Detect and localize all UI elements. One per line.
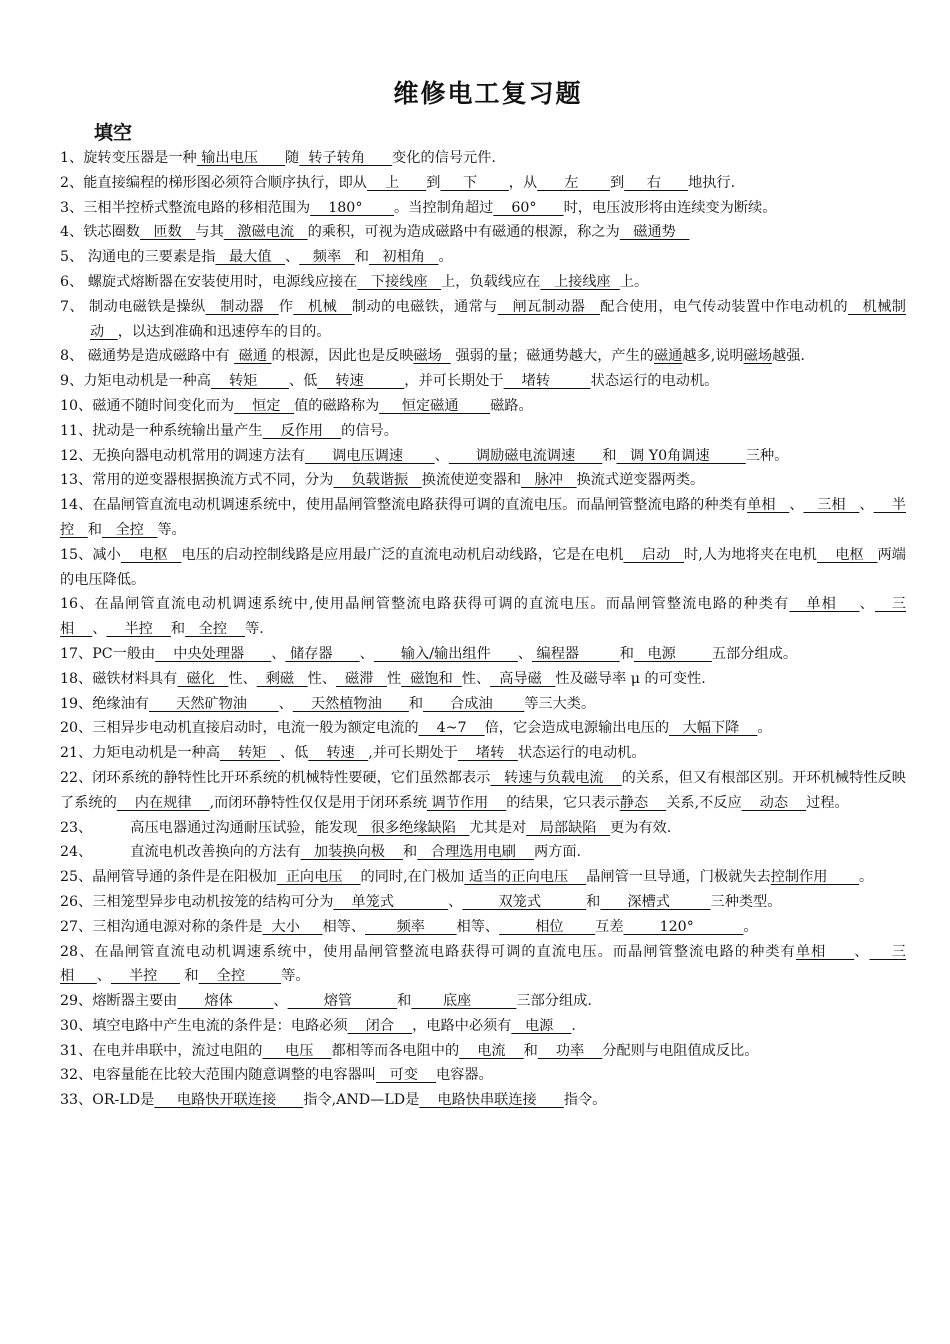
question-text: 。当控制角超过	[394, 199, 494, 216]
question-item	[60, 1088, 906, 1113]
question-item	[60, 444, 906, 469]
question-text: 时，电压波形将由连续变为断续。	[563, 199, 777, 216]
question-text: 状态运行的电动机。	[590, 373, 719, 390]
answer-blank: 内在规律	[116, 794, 210, 811]
answer-blank: 调节作用	[426, 794, 507, 811]
question-text: 和	[354, 249, 369, 266]
question-text: 制动的电磁铁，通常与	[351, 298, 498, 315]
question-text: 越强.	[772, 348, 805, 365]
question-text: 晶闸管一旦导通，门极就失去	[586, 869, 771, 886]
question-text: 1、旋转变压器是一种	[60, 150, 197, 166]
question-text: 互差	[595, 918, 624, 935]
question-text: 三种类型。	[710, 893, 782, 910]
question-item	[60, 245, 906, 270]
answer-blank: 负载谐振	[333, 472, 422, 489]
question-text: 。	[438, 249, 453, 266]
question-text: 相等、	[322, 918, 366, 935]
answer-blank: 全控	[185, 621, 246, 638]
answer-blank: 合成油	[423, 695, 525, 712]
question-text: 尤其是对	[469, 819, 527, 836]
question-text: 、	[789, 497, 804, 514]
question-item	[60, 890, 906, 915]
answer-blank: 最大值	[215, 249, 286, 266]
question-text: 、	[859, 497, 874, 514]
question-text: 换流式逆变器两类。	[576, 472, 705, 489]
question-text: 14、在晶闸管直流电动机调速系统中，使用晶闸管整流电路获得可调的直流电压。而晶闸管整流电路的种类有	[60, 497, 748, 514]
question-list	[60, 146, 906, 1113]
section-heading-fill-in: 填空	[94, 122, 133, 144]
question-item	[60, 171, 906, 196]
answer-blank: 加装换向极	[300, 844, 404, 861]
question-text: 和	[170, 621, 186, 638]
answer-blank: 调励磁电流调速	[448, 447, 603, 464]
question-text: 和	[87, 521, 102, 538]
question-item	[60, 766, 906, 816]
question-text: 、低	[288, 373, 318, 390]
question-text: 19、绝缘油有	[60, 695, 149, 712]
answer-blank: 闭合	[347, 1017, 413, 1034]
answer-blank: 高导磁	[490, 670, 556, 687]
question-text: 和	[179, 968, 199, 985]
answer-blank: 电压	[262, 1042, 332, 1059]
question-text: 地执行.	[688, 174, 736, 191]
question-text: 上。	[619, 273, 649, 290]
answer-blank: 储存器	[285, 645, 360, 662]
question-text: 6、 螺旋式熔断器在安装使用时，电源线应接在	[60, 273, 358, 290]
answer-blank: 频率	[365, 918, 457, 935]
answer-blank: 单相	[789, 596, 860, 613]
answer-blank: 转矩	[219, 745, 280, 762]
answer-blank: 转子转角	[299, 150, 393, 166]
question-text: 28、在晶闸管直流电动机调速系统中，使用晶闸管整流电路获得可调的直流电压。而晶闸管整流电路的种类有	[60, 943, 796, 960]
answer-blank: 堵转	[503, 373, 591, 390]
question-text: 、	[517, 645, 533, 662]
answer-blank: 磁场	[413, 348, 451, 365]
answer-blank: 磁通	[653, 348, 683, 365]
answer-blank: 磁化	[177, 670, 229, 687]
answer-blank: 输出电压	[196, 150, 286, 166]
question-text: 性、	[461, 670, 491, 687]
question-text: 越多,说明	[682, 348, 744, 365]
answer-blank: 左	[537, 174, 610, 191]
question-text: 三部分组成.	[516, 993, 592, 1010]
answer-blank: 电源	[511, 1017, 572, 1034]
question-text: 和	[397, 993, 412, 1010]
question-text: 、	[273, 993, 288, 1010]
question-text: 变化的信号元件.	[392, 150, 496, 166]
question-text: 、	[285, 249, 300, 266]
question-text: 和	[408, 695, 424, 712]
question-text: 强弱的量；磁通势越大，产生的	[450, 348, 654, 365]
question-text: 、	[278, 695, 293, 712]
question-text: 配合使用，电气传动装置中作电动机的	[600, 298, 848, 315]
question-text: 时,人为地将夹在电机	[684, 546, 817, 563]
answer-blank: 匝数	[139, 224, 196, 241]
question-text: .	[571, 1017, 576, 1034]
answer-blank: 熔体	[177, 993, 274, 1010]
answer-blank: 转矩	[210, 373, 289, 390]
answer-blank: 制动器	[205, 298, 279, 315]
question-text: 12、无换向器电动机常用的调速方法有	[60, 447, 306, 464]
question-text: 电容器。	[435, 1067, 493, 1084]
answer-blank: 磁通势	[619, 224, 690, 241]
question-text: 29、熔断器主要由	[60, 993, 178, 1010]
question-text: 性、	[307, 670, 337, 687]
question-text: 直流电机改善换向的方法有	[130, 844, 301, 861]
answer-blank: 磁通	[234, 348, 272, 365]
question-text: ,并可长期处于	[368, 745, 458, 762]
answer-blank: 控制作用	[770, 869, 859, 886]
answer-blank: 恒定	[234, 397, 295, 414]
question-item	[60, 419, 906, 444]
answer-blank: 反作用	[262, 422, 342, 439]
question-text: 、	[359, 645, 374, 662]
answer-blank: 深槽式	[600, 893, 711, 910]
question-item	[60, 1014, 906, 1039]
question-text: 等.	[245, 621, 264, 638]
question-text: 两端的电压降低。	[60, 546, 906, 588]
question-item	[60, 394, 906, 419]
answer-blank: 电枢	[816, 546, 878, 563]
question-text: 30、填空电路中产生电流的条件是：电路必须	[60, 1017, 348, 1034]
question-item	[60, 369, 906, 394]
question-text: 2、能直接编程的梯形图必须符合顺序执行，即从	[60, 174, 367, 191]
question-text: 、	[859, 596, 875, 613]
question-text: 相等、	[456, 918, 500, 935]
question-item	[60, 989, 906, 1014]
answer-blank: 60°	[493, 199, 564, 216]
question-text: 性、	[228, 670, 257, 687]
answer-blank: 频率	[299, 249, 355, 266]
question-text: 等。	[157, 521, 186, 538]
answer-blank: 底座	[411, 993, 517, 1010]
answer-blank: 合理选用电刷	[417, 844, 534, 861]
question-item	[60, 816, 906, 841]
question-text: 作	[278, 298, 294, 315]
question-text: 的结果，它只表示	[506, 794, 620, 811]
answer-blank: 启动	[623, 546, 685, 563]
question-item	[60, 940, 906, 990]
question-text: 22、闭环系统的静特性比开环系统的机械特性要硬，它们虽然都表示	[60, 769, 491, 786]
question-text: 指令。	[563, 1092, 607, 1109]
answer-blank: 可变	[376, 1067, 436, 1084]
document-title: 维修电工复习题	[393, 79, 583, 108]
question-text: 16、在晶闸管直流电动机调速系统中,使用晶闸管整流电路获得可调的直流电压。而晶闸管整流电路的种类有	[60, 596, 790, 613]
question-item	[60, 196, 906, 221]
answer-blank: 单相	[795, 943, 855, 960]
question-text: 指令,AND—LD是	[303, 1092, 420, 1109]
question-text: 3、三相半控桥式整流电路的移相范围为	[60, 199, 311, 216]
answer-blank: 剩磁	[256, 670, 308, 687]
question-text: 状态运行的电动机。	[517, 745, 646, 762]
answer-blank: 上	[366, 174, 427, 191]
question-text: 等。	[281, 968, 310, 985]
answer-blank: 电枢	[120, 546, 182, 563]
question-item	[60, 468, 906, 493]
answer-blank: 中央处理器	[155, 645, 272, 662]
answer-blank: 磁饱和	[401, 670, 462, 687]
answer-blank: 功率	[537, 1042, 603, 1059]
question-text: 两方面.	[533, 844, 582, 861]
question-text: 和	[586, 893, 601, 910]
question-text: 11、扰动是一种系统输出量产生	[60, 422, 263, 439]
question-text: 更为有效.	[610, 819, 672, 836]
question-text: 和	[619, 645, 634, 662]
question-text: 31、在电并串联中，流过电阻的	[60, 1042, 263, 1059]
answer-blank: 静态	[619, 794, 667, 811]
answer-blank: 熔管	[287, 993, 398, 1010]
question-item	[60, 592, 906, 642]
answer-blank: 脉冲	[521, 472, 577, 489]
answer-blank: 动态	[741, 794, 807, 811]
question-text: 32、电容量能在比较大范围内随意调整的电容器叫	[60, 1067, 376, 1084]
answer-blank: 磁场	[743, 348, 773, 365]
question-text: 的同时,在门极加	[360, 869, 465, 886]
answer-blank: 堵转	[457, 745, 518, 762]
question-text: 上，负载线应在	[441, 273, 541, 290]
question-text: 和	[602, 447, 617, 464]
question-text: 8、 磁通势是造成磁路中有	[60, 348, 235, 365]
answer-blank: 天然植物油	[292, 695, 409, 712]
question-item	[60, 741, 906, 766]
question-text: 、	[854, 943, 870, 960]
question-item	[60, 543, 906, 593]
question-text: 、低	[279, 745, 309, 762]
question-text: 23、	[60, 819, 93, 836]
question-text: 的关系，但又有根部区别。开环机械特性反映了系统的	[60, 769, 906, 811]
answer-blank: 三相	[60, 596, 906, 638]
answer-blank: 大幅下降	[669, 720, 758, 737]
question-text: 、	[434, 447, 449, 464]
question-text: 26、三相笼型异步电动机按笼的结构可分为	[60, 893, 334, 910]
question-text: 。	[858, 869, 874, 886]
question-text: 磁路。	[490, 397, 533, 414]
question-item	[60, 642, 906, 667]
question-text: 电压的启动控制线路是应用最广泛的直流电动机启动线路，它是在电机	[181, 546, 624, 563]
answer-blank: 恒定磁通	[379, 397, 491, 414]
answer-blank: 下	[440, 174, 509, 191]
answer-blank: 编程器	[532, 645, 620, 662]
answer-blank: 磁滞	[336, 670, 387, 687]
answer-blank: 初相角	[368, 249, 439, 266]
question-text: ，并可长期处于	[404, 373, 504, 390]
question-text: 性及磁导率 μ 的可变性.	[555, 670, 706, 687]
answer-blank: 调 Υ0角调速	[616, 447, 746, 464]
question-item	[60, 692, 906, 717]
question-item	[60, 716, 906, 741]
question-text: 9、力矩电动机是一种高	[60, 373, 211, 390]
question-text: 24、	[60, 844, 93, 861]
question-text: ,而闭环静特性仅仅是用于闭环系统	[209, 794, 427, 811]
question-text: 4、铁芯圈数	[60, 224, 140, 241]
question-text: 、	[448, 893, 463, 910]
question-item	[60, 915, 906, 940]
question-text: 和	[403, 844, 418, 861]
question-text: 过程。	[806, 794, 849, 811]
answer-blank: 三相	[60, 943, 906, 985]
question-item	[60, 1039, 906, 1064]
answer-blank: 输入/输出组件	[373, 645, 518, 662]
question-text: 17、PC一般由	[60, 645, 156, 662]
question-text: 与其	[195, 224, 224, 241]
answer-blank: 相位	[499, 918, 596, 935]
question-item	[60, 1063, 906, 1088]
question-text: 的信号。	[341, 422, 398, 439]
answer-blank: 单相	[747, 497, 790, 514]
question-text: 。	[757, 720, 772, 737]
answer-blank: 转速与负载电流	[490, 769, 622, 786]
question-text: ，电路中必须有	[412, 1017, 512, 1034]
answer-blank: 调电压调速	[305, 447, 435, 464]
question-text: 五部分组成。	[711, 645, 798, 662]
question-text: ，从	[508, 174, 538, 191]
question-text: 到	[426, 174, 441, 191]
question-text: 。	[743, 918, 758, 935]
question-text: 都相等而各电阻中的	[331, 1042, 460, 1059]
question-text: 高压电器通过沟通耐压试验，能发现	[130, 819, 358, 836]
answer-blank: 局部缺陷	[526, 819, 611, 836]
question-text: 7、 制动电磁铁是操纵	[60, 298, 206, 315]
answer-blank: 天然矿物油	[149, 695, 279, 712]
question-text: 分配则与电阻值成反比。	[602, 1042, 759, 1059]
question-item	[60, 865, 906, 890]
question-text: 、	[92, 621, 107, 638]
answer-blank: 120°	[623, 918, 744, 935]
question-text: 20、三相异步电动机直接启动时，电流一般为额定电流的	[60, 720, 419, 737]
question-text: 性	[386, 670, 402, 687]
question-text: 5、 沟通电的三要素是指	[60, 249, 216, 266]
question-text: 到	[610, 174, 625, 191]
question-text: 三种。	[745, 447, 789, 464]
question-text: 关系,不反应	[666, 794, 742, 811]
answer-blank: 半控	[106, 621, 171, 638]
answer-blank: 转速	[317, 373, 405, 390]
answer-blank: 上接线座	[540, 273, 620, 290]
question-text: 、	[271, 645, 286, 662]
answer-blank: 180°	[310, 199, 394, 216]
answer-blank: 激磁电流	[223, 224, 308, 241]
answer-blank: 机械	[293, 298, 352, 315]
answer-blank: 双笼式	[462, 893, 587, 910]
answer-blank: 全控	[198, 968, 282, 985]
answer-blank: 右	[624, 174, 688, 191]
question-text: 21、力矩电动机是一种高	[60, 745, 220, 762]
question-text: 13、常用的逆变器根据换流方式不同，分为	[60, 472, 334, 489]
question-item	[60, 220, 906, 245]
question-text: 换流使逆变器和	[421, 472, 522, 489]
answer-blank: 全控	[101, 521, 158, 538]
answer-blank: 半控	[110, 968, 180, 985]
question-item	[60, 295, 906, 345]
question-text: 33、OR-LD是	[60, 1092, 155, 1109]
answer-blank: 适当的正向电压	[464, 869, 587, 886]
question-text: 18、磁铁材料具有	[60, 670, 178, 687]
answer-blank: 半控	[60, 497, 906, 538]
question-text: 值的磁路称为	[294, 397, 380, 414]
question-text: 27、三相沟通电源对称的条件是	[60, 918, 263, 935]
question-text: 10、磁通不随时间变化而为	[60, 397, 235, 414]
question-item	[60, 840, 906, 865]
question-text: 倍，它会造成电源输出电压的	[484, 720, 670, 737]
question-text: 的乘积，可视为造成磁路中有磁通的根源，称之为	[307, 224, 620, 241]
answer-blank: 电路快串联连接	[419, 1092, 564, 1109]
question-item	[60, 667, 906, 692]
question-text: ，以达到准确和迅速停车的目的。	[117, 323, 331, 340]
answer-blank: 三相	[803, 497, 860, 514]
question-item	[60, 344, 906, 369]
question-text: 15、减小	[60, 546, 121, 563]
answer-blank: 转速	[308, 745, 369, 762]
question-text: 随	[285, 150, 300, 166]
answer-blank: 电流	[459, 1042, 524, 1059]
question-item	[60, 270, 906, 295]
answer-blank: 大小	[262, 918, 323, 935]
answer-blank: 下接线座	[357, 273, 442, 290]
answer-blank: 电源	[633, 645, 712, 662]
answer-blank: 机械制动	[90, 298, 906, 340]
answer-blank: 闸瓦制动器	[497, 298, 601, 315]
question-item	[60, 493, 906, 543]
question-text: 、	[96, 968, 111, 985]
answer-blank: 电路快开联连接	[154, 1092, 304, 1109]
question-text: 和	[523, 1042, 538, 1059]
answer-blank: 4~7	[418, 720, 485, 737]
question-item	[60, 146, 906, 171]
question-text: 的根源，因此也是反映	[271, 348, 414, 365]
answer-blank: 很多绝缘缺陷	[357, 819, 470, 836]
question-text: 25、晶闸管导通的条件是在阳极加	[60, 869, 277, 886]
answer-blank: 单笼式	[333, 893, 449, 910]
answer-blank: 正向电压	[276, 869, 361, 886]
question-text: 等三大类。	[524, 695, 596, 712]
